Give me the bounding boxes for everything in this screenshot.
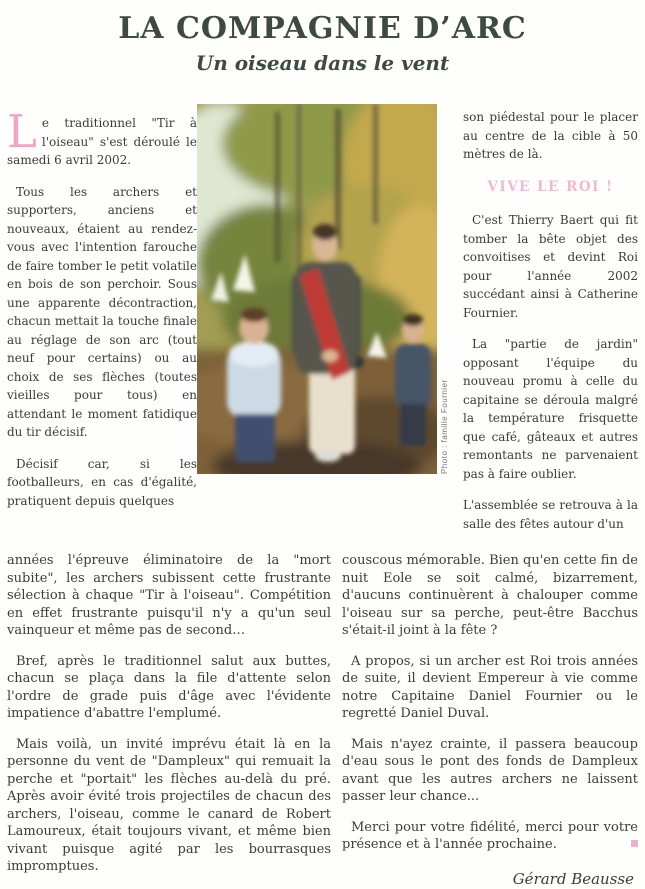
paragraph-closing — [342, 819, 638, 854]
article-photo — [197, 104, 455, 478]
photo-image — [197, 104, 437, 474]
page-subtitle: Un oiseau dans le vent — [195, 51, 450, 75]
paragraph: Mais voilà, un invité imprévu était là en la personne du vent de "Dampleux" qui remuait la perche et "portait" les flèches au-delà du pré. Après avoir évité trois projectiles de chacun des archers, l'oiseau, comme le canard de Robert Lamoureux, était toujours vivant, et même bien vivant puisque agité par les bourrasques impromptues. — [7, 736, 331, 874]
paragraph: couscous mémorable. Bien qu'en cette fin de nuit Eole se soit calmé, bizarrement, d'aucuns continuèrent à chalouper comme l'oiseau sur sa perche, peut-être Bacchus s'était-il joint à la fête ? — [342, 553, 638, 638]
paragraph: L'assemblée se retrouva à la salle des fêtes autour d'un — [463, 498, 638, 531]
drop-cap: L — [7, 105, 37, 158]
paragraph-intro-text: e traditionnel "Tir à l'oiseau" s'est déroulé le samedi 6 avril 2002. — [7, 116, 197, 167]
vive-le-roi-heading: VIVE LE ROI ! — [487, 178, 614, 195]
paragraph: Tous les archers et supporters, anciens et nouveaux, étaient au rendez-vous avec l'intention farouche de faire tomber le petit volatile en bois de son perchoir. Sous une apparente décontraction, chacun mettait la touche finale au réglage de son arc (tout neuf pour certains) ou au choix de ses flèches (toutes vieilles pour tous) en attendant le moment fatidique du tir décisif. — [7, 184, 197, 439]
left-text-column — [7, 104, 197, 523]
paragraph: C'est Thierry Baert qui fit tomber la bête objet des convoitises et devint Roi pour l'année 2002 succédant ainsi à Catherine Fournier. — [463, 213, 638, 320]
paragraph: A propos, si un archer est Roi trois années de suite, il devient Empereur à vie comme notre Capitaine Daniel Fournier ou le regretté Daniel Duval. — [342, 653, 638, 721]
closing-text: Merci pour votre fidélité, merci pour votre présence et à l'année prochaine. — [342, 819, 638, 852]
author-signature: Gérard Beausse — [512, 869, 634, 888]
header — [0, 0, 645, 74]
paragraph: années l'épreuve éliminatoire de la "mort subite", les archers subissent cette frustrante sélection à chaque "Tir à l'oiseau". Compétition en effet frustrante puisqu'il n'y a qu'un seul vainqueur et même pas de second… — [7, 553, 331, 638]
bottom-section — [0, 552, 645, 889]
pink-square-marker — [631, 840, 638, 847]
bottom-left-column — [7, 552, 340, 889]
top-section — [0, 104, 645, 546]
paragraph-intro — [7, 105, 197, 170]
paragraph: Mais n'ayez crainte, il passera beaucoup d'eau sous le pont des fonds de Dampleux avant que les autres archers ne laissent passer leur chance... — [342, 736, 638, 804]
right-text-column — [463, 104, 638, 546]
paragraph: Décisif car, si les footballeurs, en cas d'égalité, pratiquent depuis quelques — [7, 456, 197, 508]
bottom-right-column — [340, 552, 638, 889]
photo-credit: Photo : famille Fournier — [440, 379, 449, 474]
paragraph: La "partie de jardin" opposant l'équipe du nouveau promu à celle du capitaine se déroula malgré la température frisquette que café, gâteaux et autres remontants ne parvenaient pas à faire oublier. — [463, 337, 638, 481]
paragraph: Bref, après le traditionnel salut aux buttes, chacun se plaça dans la file d'attente selon l'ordre de grade puis d'âge avec l'évidente impatience d'abattre l'emplumé. — [7, 653, 331, 721]
paragraph: son piédestal pour le placer au centre de la cible à 50 mètres de là. — [463, 110, 638, 161]
page-title: LA COMPAGNIE D’ARC — [118, 11, 527, 46]
